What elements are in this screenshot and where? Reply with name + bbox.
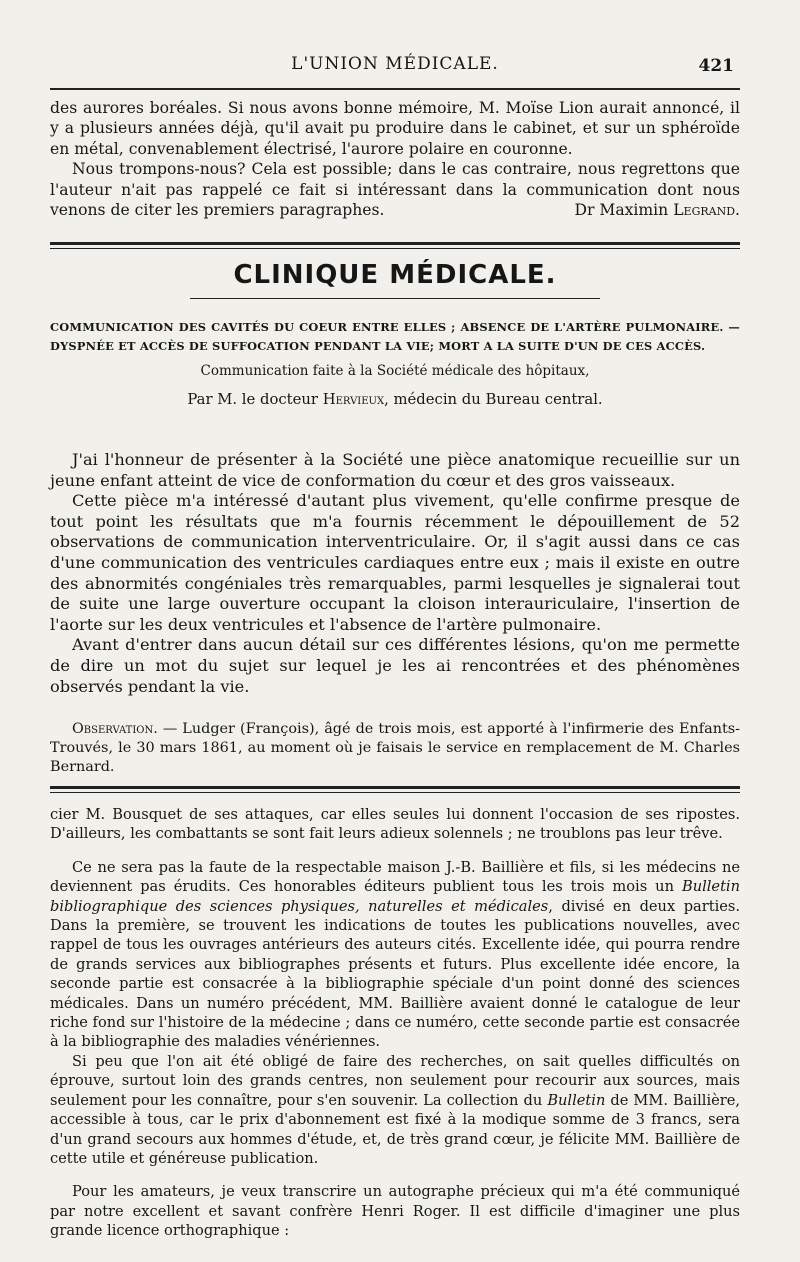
author-name: Hervieux [322,391,385,408]
text-run: Ce ne sera pas la faute de la respectable maison J.-B. Baillière et fils, si les médecins ne deviennent pas érudits. Ces honorables éditeurs publient tous les trois mois un [50,858,740,896]
section-title: CLINIQUE MÉDICALE. [233,260,557,290]
article-heading: COMMUNICATION DES CAVITÉS DU COEUR ENTRE ELLES ; ABSENCE DE L'ARTÈRE PULMONAIRE. — DYSPNÉE ET ACCÈS DE SUFFOCATION PENDANT LA VIE; MORT A LA SUITE D'UN DE CES ACCÈS. [50,320,740,353]
signature-name: Legrand. [673,201,740,220]
running-title: L'UNION MÉDICALE. [291,54,499,74]
paragraph: des aurores boréales. Si nous avons bonne mémoire, M. Moïse Lion aurait annoncé, il y a plusieurs années déjà, qu'il avait pu produire dans le cabinet, et sur un sphéroïde en métal, convenablement électrisé, l'aurore polaire en couronne. [50,99,740,158]
paragraph: J'ai l'honneur de présenter à la Société une pièce anatomique recueillie sur un jeune enfant atteint de vice de conformation du cœur et des gros vaisseaux. [50,450,740,490]
text-run: Si peu que l'on ait été obligé de faire des recherches, on sait quelles difficultés on éprouve, surtout loin des grands centres, non seulement pour recourir aux sources, mais seulement pour les connaître, pour s'en souvenir. La collection du [50,1052,740,1109]
paragraph: Cette pièce m'a intéressé d'autant plus vivement, qu'elle confirme presque de tout point les résultats que m'a fournis récemment le dépouillement de 52 observations de communication interventriculaire. Or, il s'agit aussi dans ce cas d'une communication des ventricules cardiaques entre eux ; mais il existe en outre des abnormités congéniales très remarquables, parmi lesquelles je signalerai tout de suite une large ouverture occupant la cloison interauriculaire, l'insertion de l'aorte sur les deux ventricules et l'absence de l'artère pulmonaire. [50,491,740,634]
bulletin-title: Bulletin bibliographique des sciences physiques, naturelles et médicales [50,878,740,915]
text-run: de MM. Baillière, accessible à tous, car le prix d'abonnement est fixé à la modique somme de 3 francs, sera d'un grand secours aux hommes d'étude, et, de très grand cœur, je félicite MM. Baillière de cette utile et généreuse publication. [50,1091,741,1167]
author-line [50,391,740,408]
author-prefix: Par M. le docteur [187,391,318,408]
feuilleton [50,805,740,1241]
article-body [50,450,740,697]
paragraph [50,1052,740,1168]
title-underline [190,298,600,299]
author-suffix: , médecin du Bureau central. [384,391,603,408]
feuilleton-rule [50,786,740,789]
header-rule [50,88,740,90]
signature-prefix: Dr Maximin [574,201,669,220]
paragraph: cier M. Bousquet de ses attaques, car elles seules lui donnent l'occasion de ses ripostes. D'ailleurs, les combattants se sont fait leurs adieux solennels ; ne troublons pas leur trêve. [50,806,740,843]
page-number: 421 [698,56,734,76]
paragraph [50,720,740,776]
bulletin-word: Bulletin [547,1091,606,1109]
previous-article-end [50,98,740,220]
article-header [50,318,740,408]
text-run: , divisé en deux parties. Dans la première, se trouvent les indications de toutes les publications nouvelles, avec rappel de tous les ouvrages antérieurs des auteurs cités. Excellente idée, qui pourra rendre de grands services aux bibliographes présents et futurs. Plus excellente idée encore, la seconde partie est consacrée à la bibliographie spéciale d'un point donné des sciences médicales. Dans un numéro précédent, MM. Baillière avaient donné le catalogue de leur riche fond sur l'histoire de la médecine ; dans ce numéro, cette seconde partie est consacrée à la bibliographie des maladies vénériennes. [50,897,741,1051]
observation-text: — Ludger (François), âgé de trois mois, est apporté à l'infirmerie des Enfants-Trouvés, le 30 mars 1861, au moment où je faisais le service en remplacement de M. Charles Bernard. [50,721,740,775]
section-rule-top [50,242,740,245]
paragraph [50,858,740,1052]
section-rule-thin [50,248,740,249]
paragraph: Nous trompons-nous? Cela est possible; dans le cas contraire, nous regrettons que l'auteur n'ait pas rappelé ce fait si intéressant dans la communication dont nous venons de citer les premiers paragraphes. [50,160,740,220]
paragraph: Avant d'entrer dans aucun détail sur ces différentes lésions, qu'on me permette de dire un mot du sujet sur lequel je les ai rencontrées et des phénomènes observés pendant la vie. [50,635,740,696]
feuilleton-rule-thin [50,792,740,793]
observation-label: Observation. [72,721,158,737]
communication-line: Communication faite à la Société médicale des hôpitaux, [200,363,590,379]
observation [50,720,740,776]
page-header [52,54,738,80]
paragraph: Pour les amateurs, je veux transcrire un autographe précieux qui m'a été communiqué par notre excellent et savant confrère Henri Roger. Il est difficile d'imaginer une plus grande licence orthographique : [50,1183,740,1240]
